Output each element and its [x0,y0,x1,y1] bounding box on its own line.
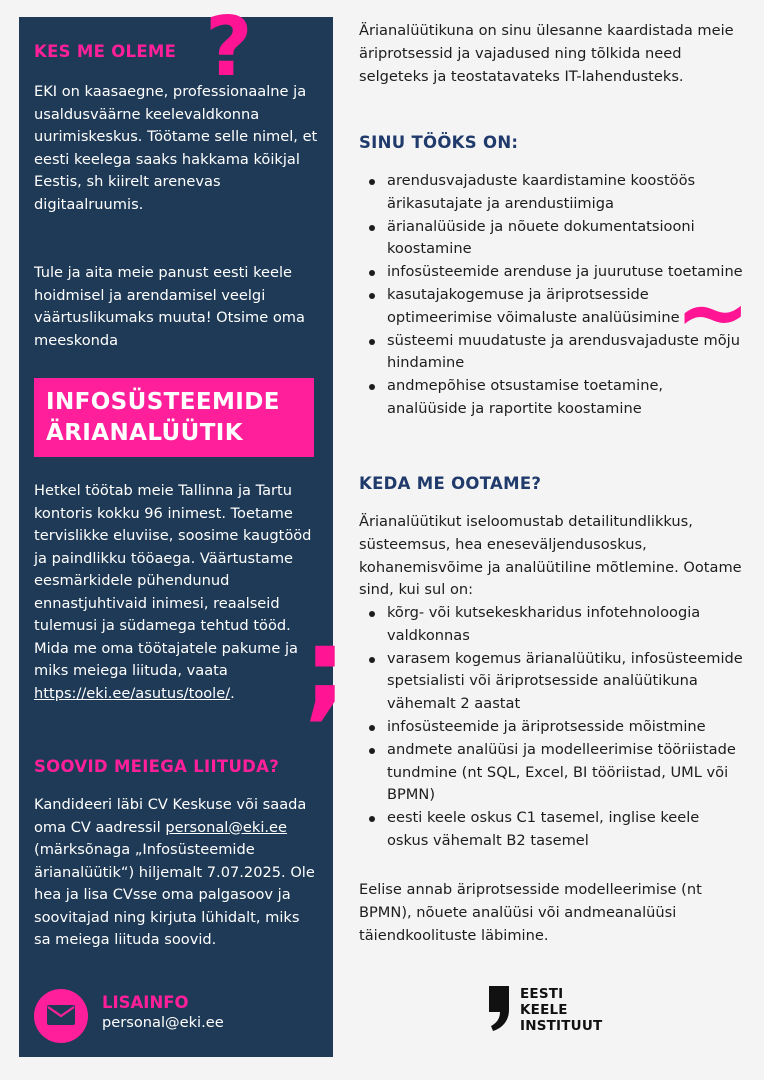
semicolon-decoration: ; [303,604,347,732]
apply-text-body: Kandideeri läbi CV Keskuse või saada oma CV aadressil [34,796,307,836]
expectations-intro: Ärianalüütikut iseloomustab detailitundlikkus, süsteemsus, hea eneseväljendusoskus, kohanemisvõime ja analüütiline mõtlemine. Ootame sind, kui sul on: [359,513,742,599]
list-item: kõrg- või kutsekeskharidus infotehnoloogia valdkonnas [359,602,744,648]
eki-logo-mark-icon [487,984,511,1036]
expectations-heading: KEDA ME OOTAME? [359,474,542,493]
job-title-line-2: ÄRIANALÜÜTIK [46,420,243,446]
list-item: infosüsteemide ja äriprotsesside mõistmine [359,716,744,739]
list-item: ärianalüüside ja nõuete dokumentatsiooni koostamine [359,216,744,262]
office-text-body: Hetkel töötab meie Tallinna ja Tartu kontoris kokku 96 inimest. Toetame tervislikke eluviise, soosime kaugtööd ja paindlikku tööaega. Väärtustame eesmärkidele pühendunud ennastjuhtivaid inimesi, reaalseid tulemusi ja südamega tehtud tööd. Mida me oma töötajatele pakume ja miks meiega liituda, vaata [34,482,312,679]
list-item: andmepõhise otsustamise toetamine, analüüside ja raportite koostamine [359,375,744,421]
eki-logo-text [520,986,602,1034]
job-title-banner [34,378,314,457]
careers-link[interactable]: https://eki.ee/asutus/toole/ [34,684,231,702]
apply-text [34,794,319,952]
logo-line-1: EESTI [520,986,564,1002]
list-item: kasutajakogemuse ja äriprotsesside optimeerimise võimaluste analüüsimine [359,284,744,330]
list-item: eesti keele oskus C1 tasemel, inglise keele oskus vähemalt B2 tasemel [359,807,744,853]
question-mark-decoration: ? [205,0,253,95]
list-item: infosüsteemide arenduse ja juurutuse toetamine [359,261,744,284]
left-panel [19,0,347,1057]
right-column [359,0,759,1080]
list-item: varasem kogemus ärianalüütiku, infosüsteemide spetsialisti või äriprotsesside analüütikuna vähemalt 2 aastat [359,648,744,716]
join-heading: SOOVID MEIEGA LIITUDA? [34,757,280,776]
requirements-list [359,602,744,853]
list-item: andmete analüüsi ja modelleerimise tööriistade tundmine (nt SQL, Excel, BI tööriistad, UML või BPMN) [359,739,744,807]
office-text-end: . [230,684,235,702]
job-title-line-1: INFOSÜSTEEMIDE [46,389,280,415]
duties-heading: SINU TÖÖKS ON: [359,133,519,152]
more-info-heading: LISAINFO [102,993,189,1012]
who-we-are-heading: KES ME OLEME [34,42,177,61]
list-item: arendusvajaduste kaardistamine koostöös ärikasutajate ja arendustiimiga [359,170,744,216]
role-intro-text: Ärianalüütikuna on sinu ülesanne kaardistada meie äriprotsessid ja vajadused ning tõlkida need selgeteks ja teostatavateks IT-lahendusteks. [359,22,734,85]
advantage-text: Eelise annab äriprotsesside modelleerimise (nt BPMN), nõuete analüüsi või andmeanalüüsi täiendkoolituste läbimine. [359,881,702,944]
apply-text-rest: (märksõnaga „Infosüsteemide ärianalüütik“) hiljemalt 7.07.2025. Ole hea ja lisa CVsse oma palgasoov ja soovitajad ning kirjuta lühidalt, miks sa meiega liituda soovid. [34,841,315,948]
office-text [34,480,319,705]
mail-icon [34,989,88,1043]
logo-line-3: INSTITUUT [520,1018,603,1034]
apply-email-link[interactable]: personal@eki.ee [165,818,288,836]
appeal-text: Tule ja aita meie panust eesti keele hoidmisel ja arendamisel veelgi väärtuslikumaks muuta! Otsime oma meeskonda [34,264,305,349]
list-item: süsteemi muudatuste ja arendusvajaduste mõju hindamine [359,330,744,376]
logo-line-2: KEELE [520,1002,568,1018]
more-info-email[interactable]: personal@eki.ee [102,1014,224,1031]
intro-text: EKI on kaasaegne, professionaalne ja usaldusväärne keelevaldkonna uurimiskeskus. Töötame selle nimel, et eesti keelega saaks hakkama kõikjal Eestis, sh kiirelt arenevas digitaalruumis. [34,83,318,213]
tilde-decoration: ~ [675,260,751,365]
